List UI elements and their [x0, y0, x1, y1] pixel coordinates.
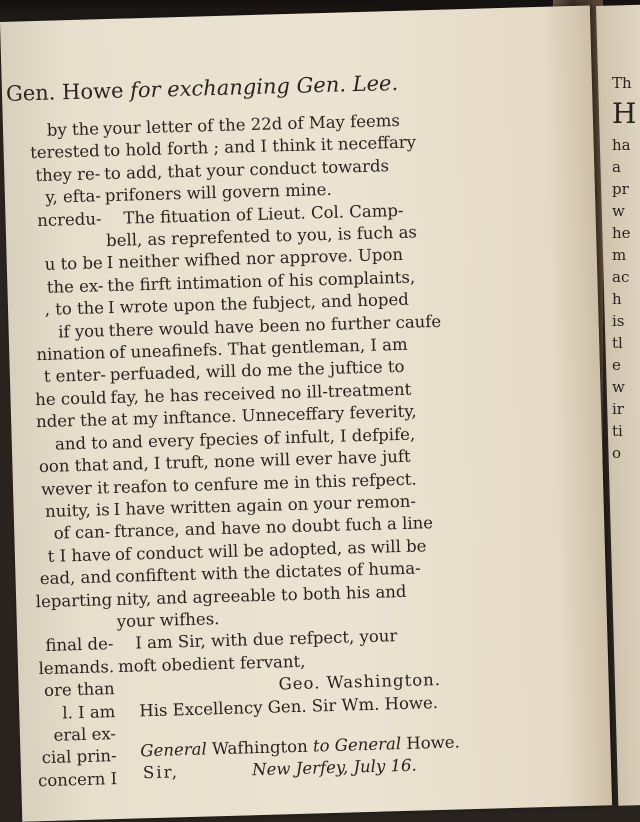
text-line: m — [612, 246, 627, 264]
text-line: ti — [612, 422, 623, 440]
text-line: ncredu- — [36, 208, 102, 230]
header-suffix: for exchanging Gen. Lee. — [129, 70, 399, 103]
addressee: His Excellency Gen. Sir Wm. Howe. — [139, 692, 439, 720]
salutation: Sir, — [142, 762, 180, 783]
text-line: oon that — [38, 455, 109, 477]
text-line: your letter of the 22d of May feems — [102, 110, 401, 139]
text-line: Th — [612, 74, 632, 92]
text-line: the ex- — [46, 276, 104, 297]
text-line: ha — [612, 136, 631, 154]
text-line: u to be — [44, 253, 104, 275]
text-line: to add, that your conduct towards — [104, 156, 390, 183]
text-line: ftrance, and have no doubt fuch a line — [114, 513, 434, 542]
text-line: wever it — [40, 477, 110, 499]
text-line: I neither wifhed nor approve. Upon — [106, 245, 404, 273]
text-line: , to the — [44, 298, 105, 320]
text-line: reafon to cenfure me in this refpect. — [112, 469, 417, 497]
text-line: perfuaded, will do me the juftice to — [109, 357, 405, 385]
text-line: cial prin- — [41, 746, 117, 768]
paragraph-2 — [105, 197, 497, 633]
text-line: nity, and agreeable to both his and — [115, 581, 407, 609]
text-line: confiftent with the dictates of huma- — [115, 558, 421, 587]
text-line: if you — [57, 320, 105, 342]
text-line: bell, as reprefented to you, is fuch as — [105, 222, 418, 251]
text-line: The fituation of Lieut. Col. Camp- — [123, 200, 404, 228]
text-line: a — [612, 158, 621, 176]
text-line: eral ex- — [53, 724, 117, 745]
text-line: your wifhes. — [116, 609, 220, 631]
text-line: ead, and — [39, 567, 112, 589]
text-line: nuity, is — [44, 500, 110, 521]
text-line: moft obedient fervant, — [117, 651, 306, 676]
text-line: at my inftance. Unneceffary feverity, — [110, 401, 417, 430]
text-line: of can- — [53, 522, 111, 544]
header-prefix: Gen. — [5, 80, 56, 106]
text-line: I am Sir, with due refpect, your — [135, 626, 398, 653]
text-line: nination — [36, 343, 106, 365]
text-line: and every fpecies of infult, I defpife, — [111, 424, 416, 452]
text-line — [17, 611, 114, 636]
text-line: w — [612, 378, 625, 396]
text-line: tl — [612, 334, 623, 352]
text-line: e — [612, 356, 621, 374]
text-line: the firft intimation of his complaints, — [107, 267, 416, 295]
text-line: o — [612, 444, 622, 462]
text-line: concern I — [37, 768, 118, 791]
dateline: New Jerfey, July 16. — [251, 756, 418, 780]
text-line: of uneafinefs. That gentleman, I am — [109, 334, 408, 363]
running-header — [6, 67, 526, 106]
text-line: ac — [612, 268, 630, 286]
text-line — [6, 230, 103, 255]
text-line: he could — [35, 388, 107, 410]
text-line: to hold forth ; and I think it neceffary — [103, 132, 417, 161]
subheading-part: to General — [312, 734, 402, 756]
text-line: prifoners will govern mine. — [104, 180, 332, 206]
text-line: I have written again on your remon- — [113, 491, 417, 519]
text-line: fay, he has received no ill-treatment — [110, 379, 412, 407]
text-line: there would have been no further caufe — [108, 311, 442, 340]
facing-page-text — [612, 72, 640, 772]
text-line: t I have — [47, 544, 112, 566]
left-column-cropped — [3, 118, 119, 820]
paragraph-1 — [103, 108, 485, 208]
text-line: l. I am — [62, 701, 116, 723]
text-line: final de- — [45, 634, 114, 656]
text-line: pr — [612, 180, 629, 198]
text-line: and, I truft, none will ever have juft — [112, 446, 411, 475]
text-line: ir — [612, 400, 624, 418]
subheading-part: Howe. — [406, 732, 461, 753]
text-line: is — [612, 312, 625, 330]
header-name: Howe — [61, 78, 124, 105]
text-line: he — [612, 224, 631, 242]
text-line: y, efta- — [45, 186, 102, 208]
text-line: nder the — [35, 410, 108, 432]
text-line: leparting — [35, 589, 113, 611]
subheading-part: Wafhington — [211, 736, 308, 759]
newspaper-page — [0, 6, 612, 822]
text-line: H — [612, 97, 637, 130]
letter-column — [103, 108, 502, 818]
text-line: w — [612, 202, 625, 220]
text-line: by the — [46, 119, 100, 140]
text-line: ore than — [43, 679, 115, 701]
text-line: and to — [54, 432, 109, 454]
subheading-part: General — [140, 739, 207, 761]
text-line: I wrote upon the fubject, and hoped — [107, 289, 410, 318]
text-line: terested — [29, 141, 100, 163]
text-line: of conduct will be adopted, as will be — [114, 536, 427, 564]
text-line: h — [612, 290, 622, 308]
text-line: they re- — [35, 164, 101, 185]
signature: Geo. Washington. — [278, 670, 442, 694]
text-line: lemands. — [38, 656, 115, 678]
text-line: t enter- — [43, 365, 107, 387]
